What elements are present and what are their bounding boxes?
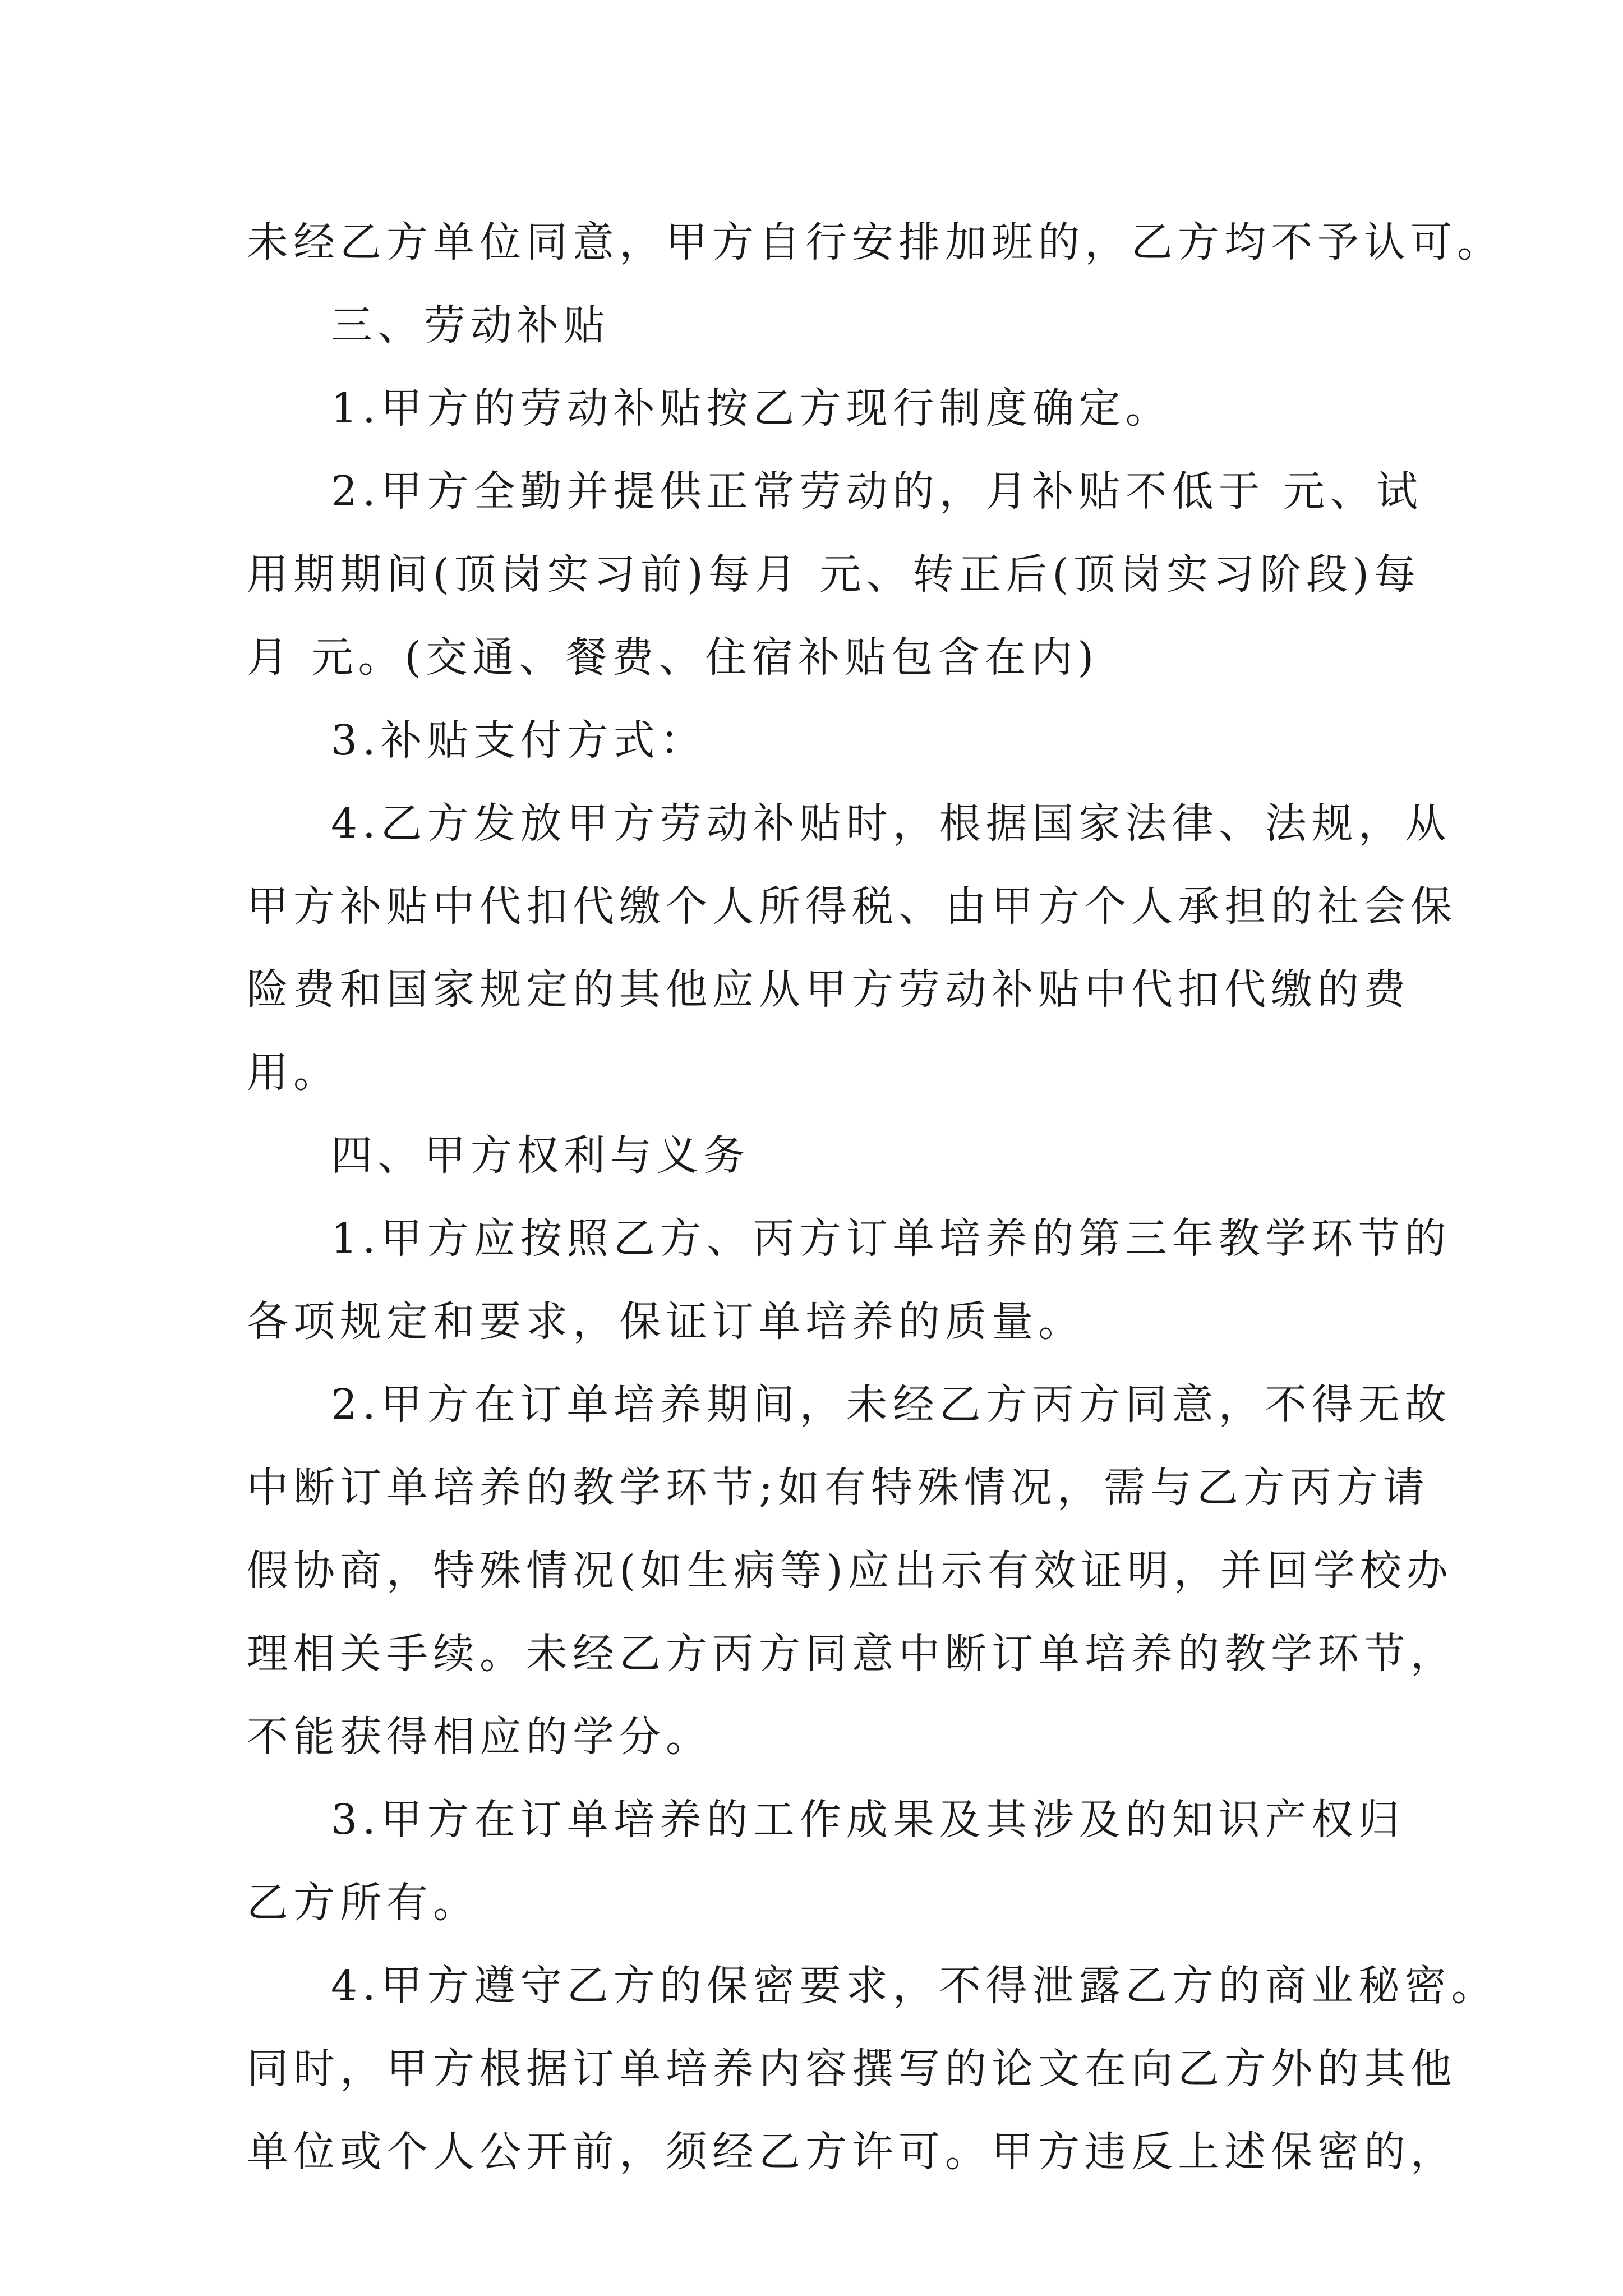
text-line: 四、甲方权利与义务 <box>331 1131 750 1180</box>
text-line: 乙方所有。 <box>247 1879 479 1927</box>
text-line: 理相关手续。未经乙方丙方同意中断订单培养的教学环节， <box>247 1630 1457 1678</box>
text-line: 假协商，特殊情况(如生病等)应出示有效证明，并回学校办 <box>247 1547 1453 1595</box>
text-line: 三、劳动补贴 <box>331 301 610 349</box>
text-line: 3.甲方在订单培养的工作成果及其涉及的知识产权归 <box>331 1796 1405 1844</box>
text-line: 同时，甲方根据订单培养内容撰写的论文在向乙方外的其他 <box>247 2045 1457 2093</box>
text-line: 中断订单培养的教学环节;如有特殊情况，需与乙方丙方请 <box>247 1464 1430 1512</box>
text-line: 险费和国家规定的其他应从甲方劳动补贴中代扣代缴的费 <box>247 965 1410 1014</box>
text-line: 1.甲方应按照乙方、丙方订单培养的第三年教学环节的 <box>331 1214 1451 1263</box>
document-body <box>247 201 1504 2193</box>
text-line: 各项规定和要求，保证订单培养的质量。 <box>247 1297 1085 1346</box>
text-line: 4.乙方发放甲方劳动补贴时，根据国家法律、法规，从 <box>331 799 1451 848</box>
text-line: 用期期间(顶岗实习前)每月 元、转正后(顶岗实习阶段)每 <box>247 550 1421 599</box>
text-line: 1.甲方的劳动补贴按乙方现行制度确定。 <box>331 384 1172 432</box>
text-line: 未经乙方单位同意，甲方自行安排加班的，乙方均不予认可。 <box>247 218 1504 266</box>
text-line: 3.补贴支付方式： <box>331 716 707 765</box>
text-line: 2.甲方在订单培养期间，未经乙方丙方同意，不得无故 <box>331 1381 1451 1429</box>
text-line: 2.甲方全勤并提供正常劳动的，月补贴不低于 元、试 <box>331 467 1423 516</box>
text-line: 用。 <box>247 1048 340 1097</box>
text-line: 单位或个人公开前，须经乙方许可。甲方违反上述保密的， <box>247 2128 1457 2176</box>
text-line: 甲方补贴中代扣代缴个人所得税、由甲方个人承担的社会保 <box>247 882 1457 931</box>
text-line: 4.甲方遵守乙方的保密要求，不得泄露乙方的商业秘密。 <box>331 1962 1498 2010</box>
text-line: 月 元。(交通、餐费、住宿补贴包含在内) <box>247 633 1099 682</box>
text-line: 不能获得相应的学分。 <box>247 1713 712 1761</box>
